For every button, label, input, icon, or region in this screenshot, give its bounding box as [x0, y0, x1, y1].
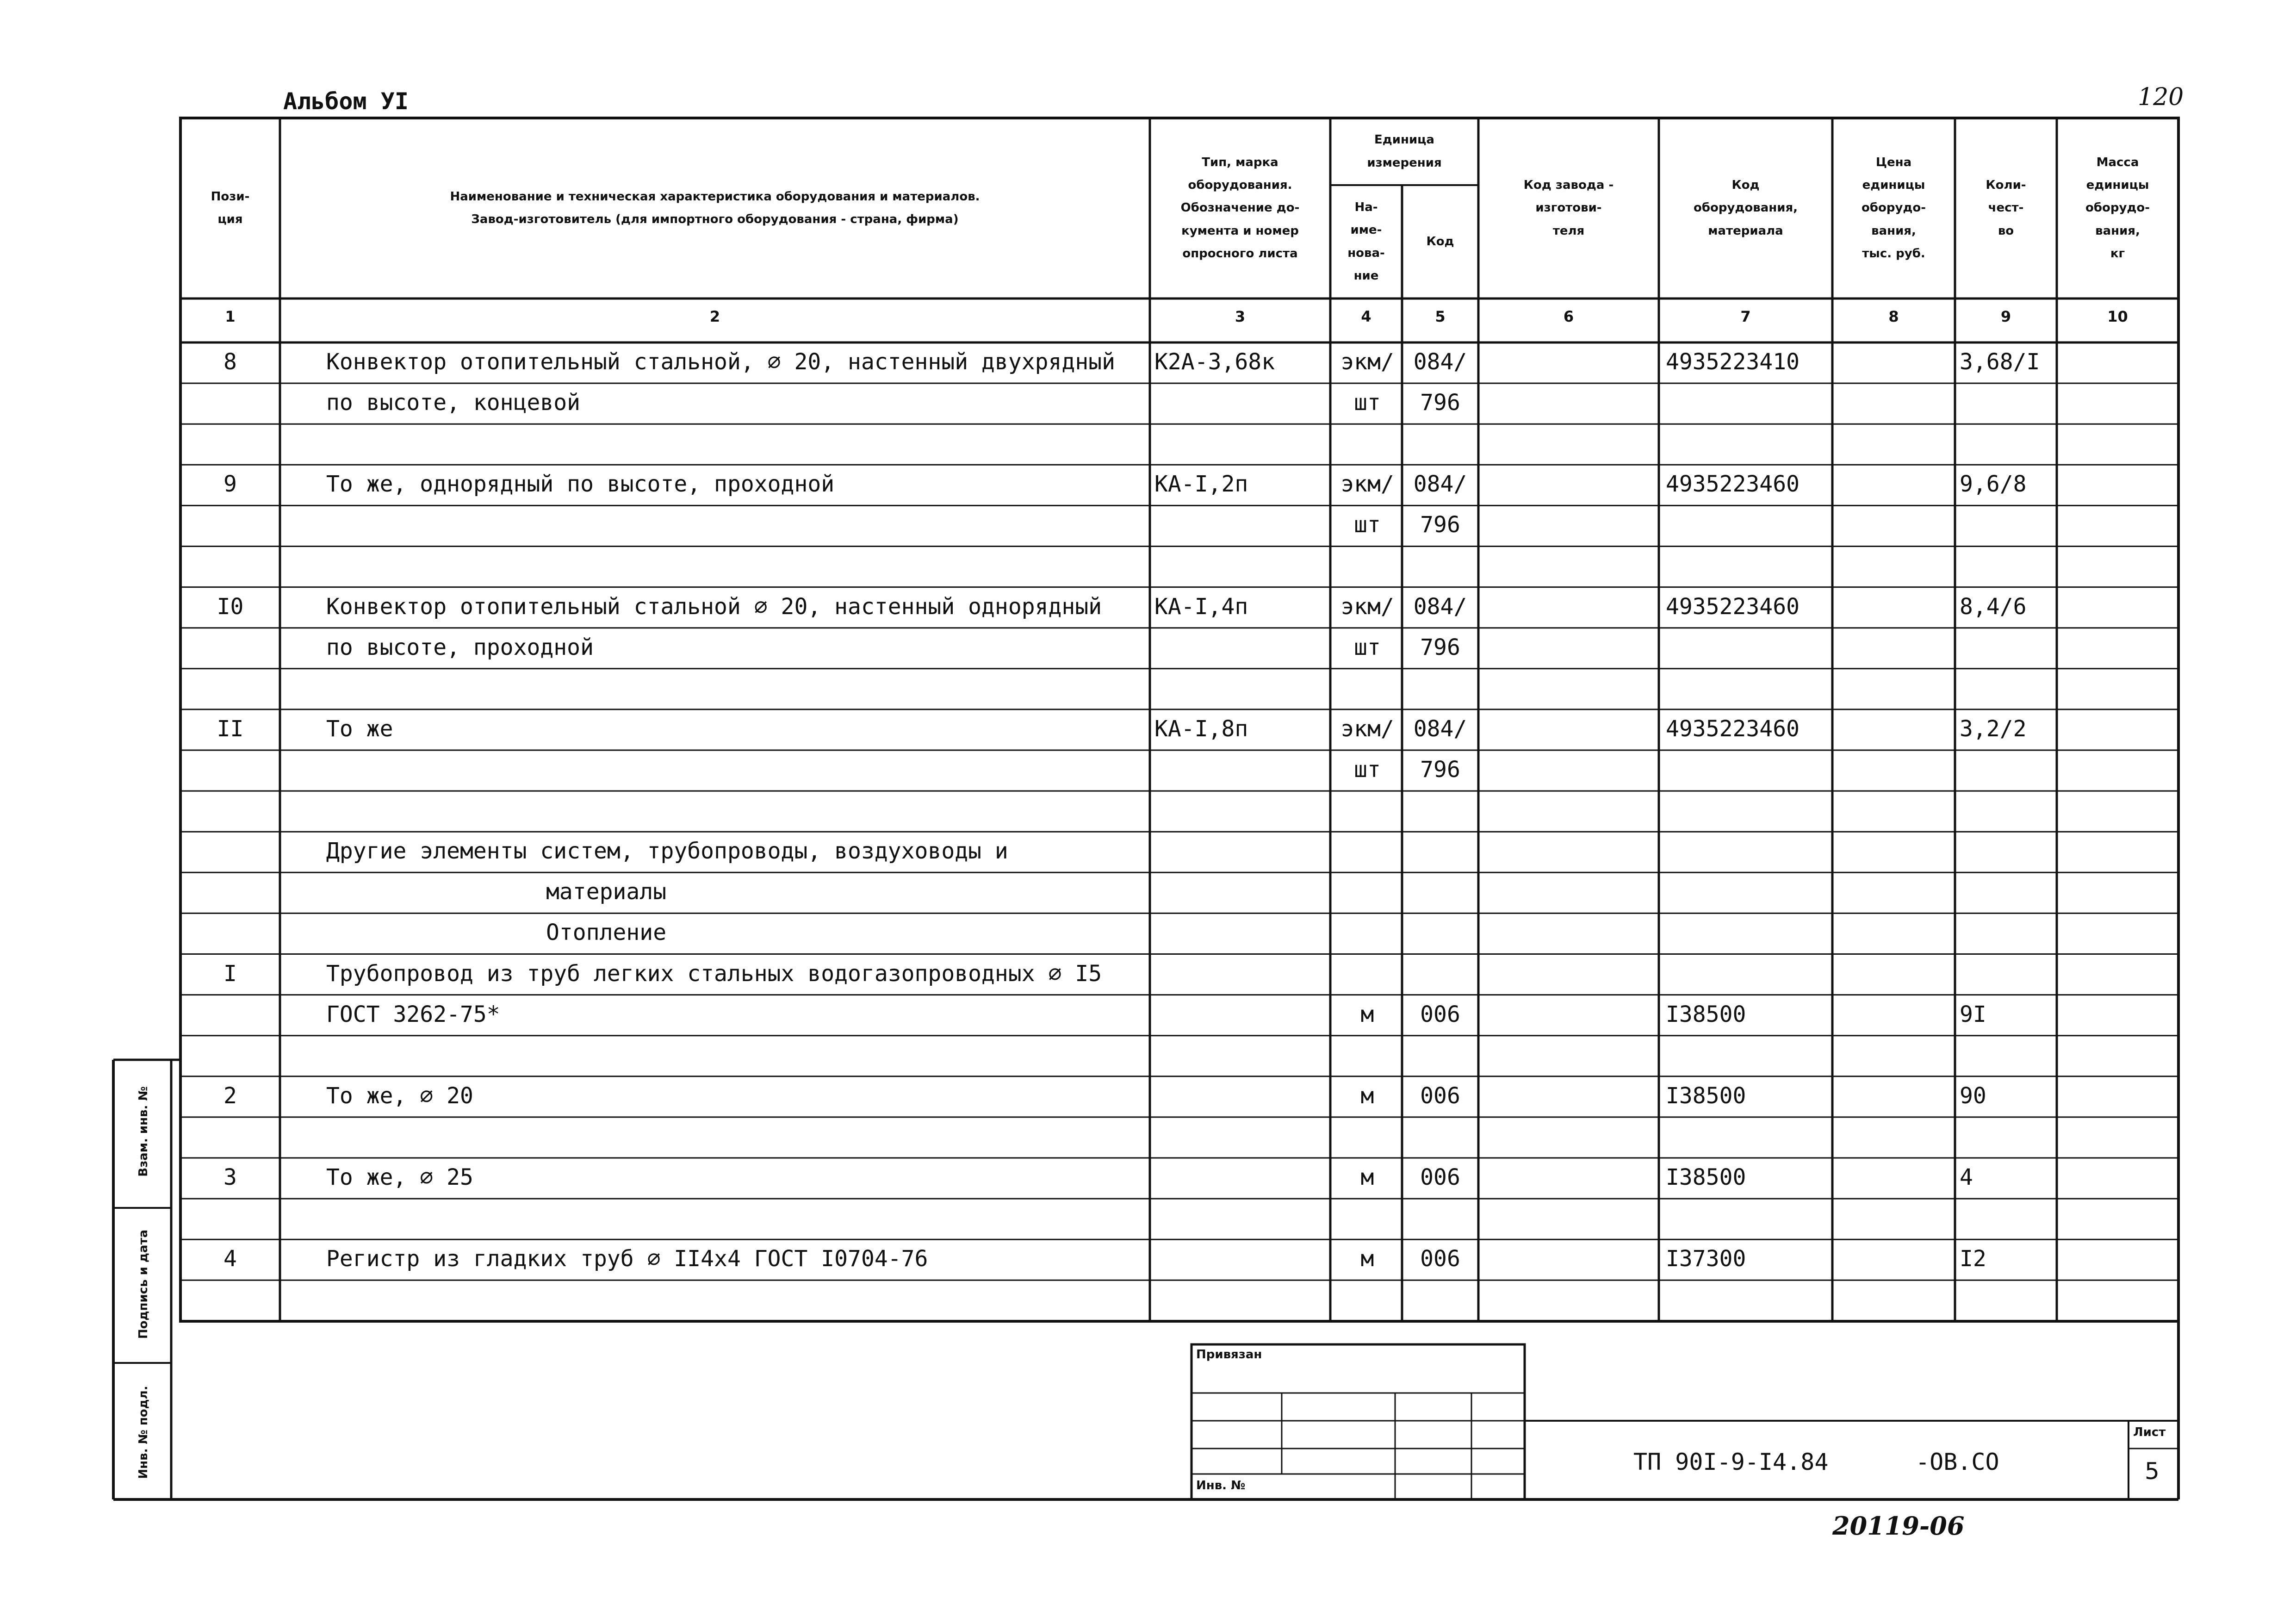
row-1-item-name: по высоте, концевой: [326, 390, 581, 416]
column-header-4: На- име- нова- ние: [1347, 200, 1385, 283]
stamp-privyazan: Привязан: [1196, 1348, 1262, 1362]
row-16-quantity: 9I: [1960, 1001, 1986, 1027]
row-22-quantity: I2: [1960, 1246, 1986, 1272]
row-12-item-name: Другие элементы систем, трубопроводы, воздуховоды и: [326, 838, 1008, 864]
page-corner-number: 120: [2138, 83, 2184, 111]
column-number-4: 4: [1361, 308, 1371, 325]
row-3-item-name: То же, однорядный по высоте, проходной: [326, 471, 835, 497]
row-20-unit-name: м: [1360, 1164, 1374, 1190]
row-6-position: I0: [217, 593, 244, 620]
column-header-2: Наименование и техническая характеристика оборудования и материалов. Завод-изготовитель (для импортного оборудования - страна, фирма): [450, 189, 980, 226]
row-18-quantity: 90: [1960, 1082, 1986, 1109]
row-20-position: 3: [223, 1164, 237, 1190]
column-number-10: 10: [2107, 308, 2128, 325]
sheet-number: 5: [2145, 1458, 2159, 1485]
row-10-unit-code: 796: [1420, 757, 1460, 783]
column-number-3: 3: [1235, 308, 1246, 325]
row-3-unit-name: экм/: [1340, 471, 1394, 497]
row-0-material-code: 4935223410: [1666, 349, 1800, 375]
column-header-unit-group: Единица измерения: [1367, 133, 1442, 170]
row-7-unit-name: шт: [1354, 634, 1381, 660]
column-header-8: Цена единицы оборудо- вания, тыс. руб.: [1861, 155, 1926, 261]
column-number-1: 1: [225, 308, 236, 325]
side-label-inv-podl: Инв. № подл.: [137, 1386, 150, 1479]
row-0-position: 8: [223, 349, 237, 375]
column-number-7: 7: [1740, 308, 1751, 325]
row-20-material-code: I38500: [1666, 1164, 1746, 1190]
row-6-unit-code: 084/: [1413, 593, 1467, 620]
row-18-item-name: То же, ∅ 20: [326, 1082, 473, 1109]
row-16-material-code: I38500: [1666, 1001, 1746, 1027]
row-9-item-name: То же: [326, 715, 393, 742]
row-9-position: II: [217, 715, 244, 742]
row-22-position: 4: [223, 1246, 237, 1272]
row-3-material-code: 4935223460: [1666, 471, 1800, 497]
column-header-6: Код завода - изготови- теля: [1523, 178, 1614, 238]
row-18-position: 2: [223, 1082, 237, 1109]
row-6-item-type: КА-I,4п: [1154, 593, 1248, 620]
row-1-unit-code: 796: [1420, 390, 1460, 416]
row-9-material-code: 4935223460: [1666, 715, 1800, 742]
row-7-unit-code: 796: [1420, 634, 1460, 660]
row-4-unit-code: 796: [1420, 512, 1460, 538]
row-22-item-name: Регистр из гладких труб ∅ II4x4 ГОСТ I0704-76: [326, 1246, 928, 1272]
row-13-item-name: материалы: [546, 879, 667, 905]
row-16-unit-code: 006: [1420, 1001, 1460, 1027]
side-margin: [113, 1060, 171, 1499]
row-22-unit-name: м: [1360, 1246, 1374, 1272]
row-20-item-name: То же, ∅ 25: [326, 1164, 473, 1190]
row-22-material-code: I37300: [1666, 1246, 1746, 1272]
row-7-item-name: по высоте, проходной: [326, 634, 594, 660]
column-header-10: Масса единицы оборудо- вания, кг: [2085, 155, 2150, 261]
side-label-signature-date: Подпись и дата: [137, 1229, 150, 1339]
row-16-unit-name: м: [1360, 1001, 1374, 1027]
row-6-unit-name: экм/: [1340, 593, 1394, 620]
row-18-unit-name: м: [1360, 1082, 1374, 1109]
row-9-unit-name: экм/: [1340, 715, 1394, 742]
side-label-vzam-inv: Взам. инв. №: [137, 1086, 150, 1177]
row-3-position: 9: [223, 471, 237, 497]
row-10-unit-name: шт: [1354, 757, 1381, 783]
row-3-item-type: КА-I,2п: [1154, 471, 1248, 497]
row-16-item-name: ГОСТ 3262-75*: [326, 1001, 500, 1027]
row-15-item-name: Трубопровод из труб легких стальных водогазопроводных ∅ I5: [326, 960, 1102, 987]
row-0-item-name: Конвектор отопительный стальной, ∅ 20, настенный двухрядный: [326, 349, 1116, 375]
stamp-inv-no: Инв. №: [1196, 1479, 1246, 1492]
row-0-unit-name: экм/: [1340, 349, 1394, 375]
column-header-7: Код оборудования, материала: [1693, 178, 1798, 238]
row-20-unit-code: 006: [1420, 1164, 1460, 1190]
row-14-item-name: Отопление: [546, 920, 667, 946]
row-18-unit-code: 006: [1420, 1082, 1460, 1109]
row-3-quantity: 9,6/8: [1960, 471, 2027, 497]
row-6-material-code: 4935223460: [1666, 593, 1800, 620]
column-header-5: Код: [1426, 234, 1454, 249]
row-0-item-type: К2А-3,68к: [1154, 349, 1275, 375]
document-suffix: -ОВ.СО: [1916, 1449, 1999, 1475]
sheet-label: Лист: [2133, 1425, 2166, 1439]
row-1-unit-name: шт: [1354, 390, 1381, 416]
column-number-5: 5: [1435, 308, 1446, 325]
row-0-unit-code: 084/: [1413, 349, 1467, 375]
row-3-unit-code: 084/: [1413, 471, 1467, 497]
row-15-position: I: [223, 960, 237, 987]
row-22-unit-code: 006: [1420, 1246, 1460, 1272]
album-title: Альбом УI: [283, 88, 409, 115]
column-number-2: 2: [709, 308, 720, 325]
row-9-item-type: КА-I,8п: [1154, 715, 1248, 742]
column-number-9: 9: [2000, 308, 2011, 325]
handwritten-archive-number: 20119-06: [1832, 1511, 1965, 1541]
row-18-material-code: I38500: [1666, 1082, 1746, 1109]
row-6-item-name: Конвектор отопительный стальной ∅ 20, настенный однорядный: [326, 593, 1102, 620]
row-9-unit-code: 084/: [1413, 715, 1467, 742]
row-0-quantity: 3,68/I: [1960, 349, 2040, 375]
document-code: ТП 90I-9-I4.84: [1633, 1449, 1829, 1475]
column-header-1: Пози- ция: [211, 189, 250, 226]
column-number-8: 8: [1888, 308, 1899, 325]
column-header-9: Коли- чест- во: [1986, 178, 2026, 238]
row-20-quantity: 4: [1960, 1164, 1973, 1190]
row-4-unit-name: шт: [1354, 512, 1381, 538]
column-number-6: 6: [1563, 308, 1574, 325]
row-6-quantity: 8,4/6: [1960, 593, 2027, 620]
row-9-quantity: 3,2/2: [1960, 715, 2027, 742]
column-header-3: Тип, марка оборудования. Обозначение до- кумента и номер опросного листа: [1180, 155, 1300, 261]
